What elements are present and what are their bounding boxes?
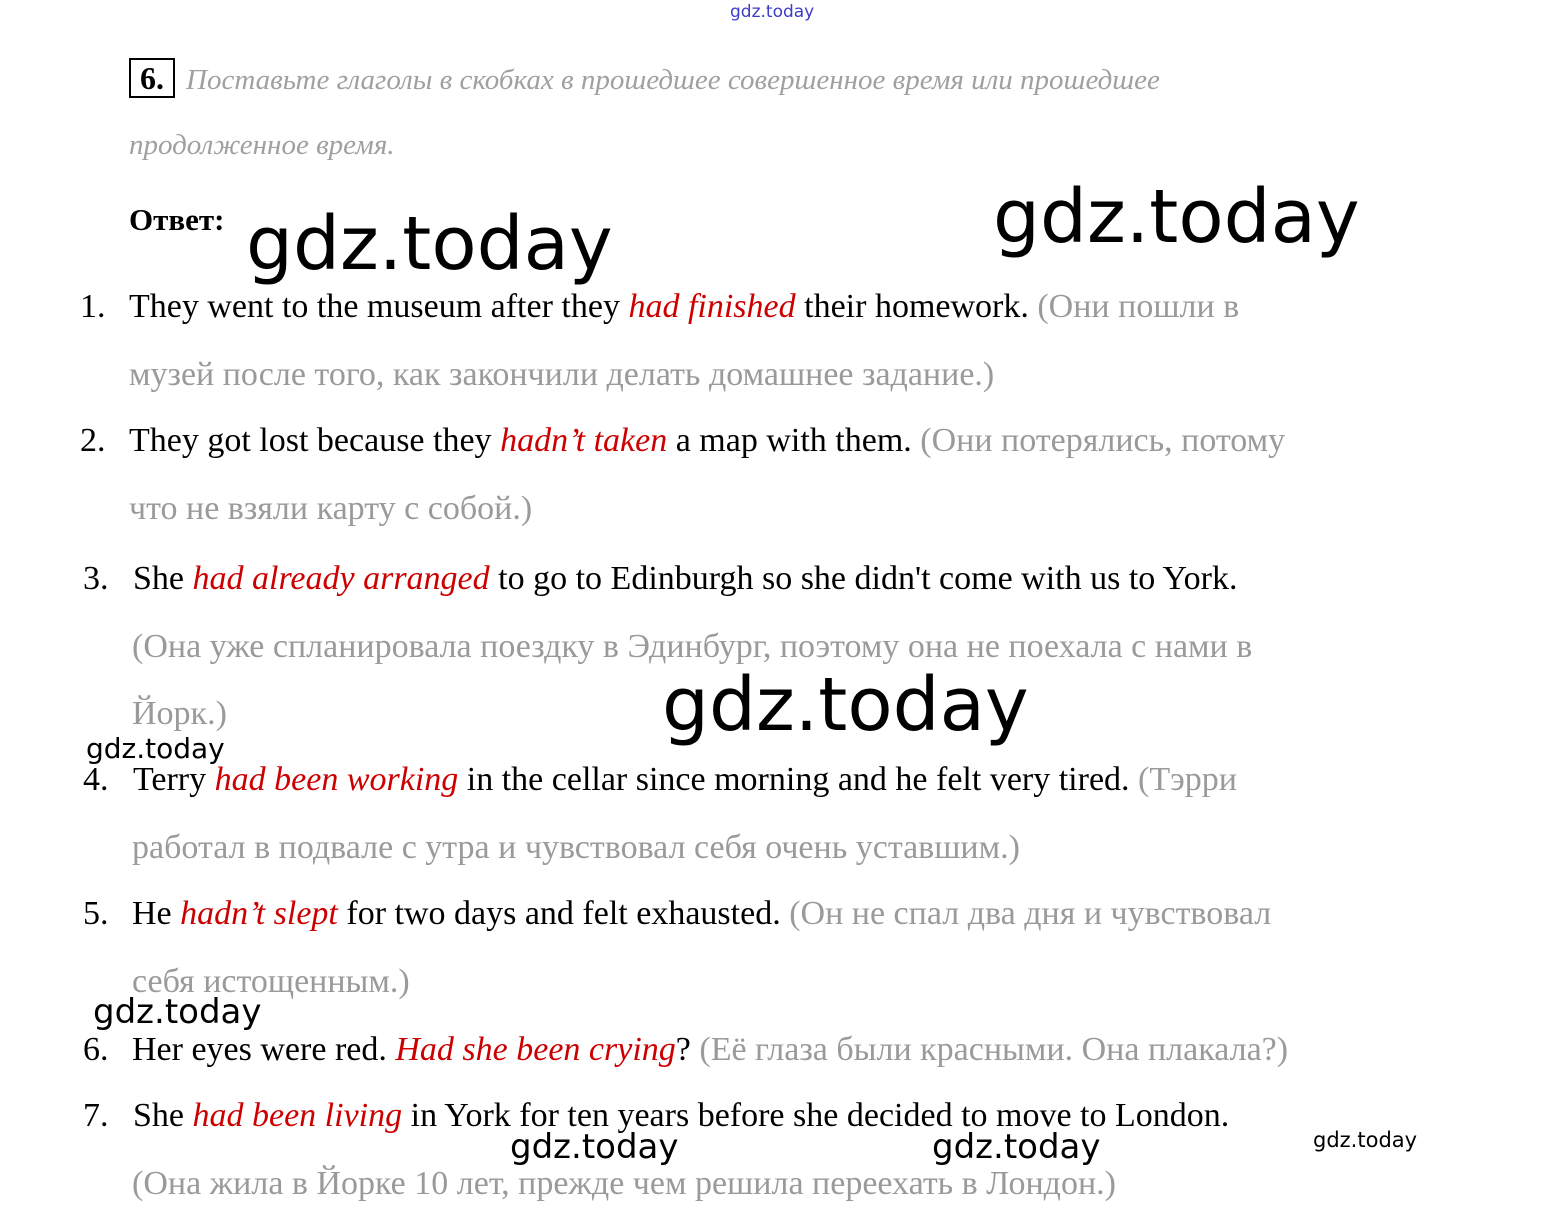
verb-answer: hadn’t slept (180, 895, 338, 932)
watermark-small-2: gdz.today (1313, 1128, 1418, 1152)
item-4: 4. Terry had been working in the cellar since morning and he felt very tired. (Тэрри (83, 761, 1237, 798)
watermark-large-2: gdz.today (993, 174, 1360, 260)
item-number: 7. (83, 1097, 109, 1134)
item-5: 5. He hadn’t slept for two days and felt exhausted. (Он не спал два дня и чувствовал (83, 895, 1272, 932)
translation: (Её глаза были красными. Она плакала?) (690, 1031, 1289, 1068)
watermark-large-1: gdz.today (246, 201, 613, 287)
task-instruction-line2: продолженное время. (129, 129, 395, 161)
item-1: 1. They went to the museum after they had finished their homework. (Они пошли в (80, 288, 1240, 325)
watermark-large-3: gdz.today (662, 662, 1029, 748)
item-4-translation-cont: работал в подвале с утра и чувствовал себя очень уставшим.) (132, 829, 1020, 866)
item-3: 3. She had already arranged to go to Edinburgh so she didn't come with us to York. (83, 560, 1238, 597)
item-3-translation-1: (Она уже спланировала поездку в Эдинбург, поэтому она не поехала с нами в (132, 628, 1253, 665)
watermark-top: gdz.today (730, 2, 815, 22)
item-number: 3. (83, 560, 109, 597)
translation: (Он не спал два дня и чувствовал (780, 895, 1272, 932)
item-7-translation: (Она жила в Йорке 10 лет, прежде чем решила переехать в Лондон.) (132, 1165, 1116, 1202)
verb-answer: had been living (192, 1097, 403, 1134)
watermark-small-1: gdz.today (86, 732, 225, 765)
translation: (Они потерялись, потому (911, 422, 1286, 459)
verb-answer: had already arranged (192, 560, 490, 597)
verb-answer: Had she been crying (395, 1031, 676, 1068)
translation: (Тэрри (1129, 761, 1237, 798)
item-1-translation-cont: музей после того, как закончили делать домашнее задание.) (129, 356, 995, 393)
watermark-medium-1: gdz.today (93, 992, 262, 1032)
item-6: 6. Her eyes were red. Had she been crying? (Её глаза были красными. Она плакала?) (83, 1031, 1289, 1068)
task-number-box: 6. (129, 58, 175, 98)
watermark-medium-3: gdz.today (932, 1127, 1101, 1167)
item-number: 1. (80, 288, 106, 325)
verb-answer: hadn’t taken (500, 422, 668, 459)
item-2-translation-cont: что не взяли карту с собой.) (129, 490, 533, 527)
item-3-translation-2: Йорк.) (132, 695, 227, 732)
item-number: 6. (83, 1031, 109, 1068)
item-number: 4. (83, 761, 109, 798)
translation: (Они пошли в (1028, 288, 1240, 325)
item-number: 2. (80, 422, 106, 459)
task-instruction-line1: Поставьте глаголы в скобках в прошедшее совершенное время или прошедшее (186, 64, 1160, 96)
item-2: 2. They got lost because they hadn’t taken a map with them. (Они потерялись, потому (80, 422, 1286, 459)
answer-label: Ответ: (129, 202, 225, 237)
item-5-translation-cont: себя истощенным.) (132, 963, 410, 1000)
watermark-medium-2: gdz.today (510, 1127, 679, 1167)
item-number: 5. (83, 895, 109, 932)
verb-answer: had finished (628, 288, 796, 325)
item-7: 7. She had been living in York for ten years before she decided to move to London. (83, 1097, 1230, 1134)
verb-answer: had been working (214, 761, 459, 798)
